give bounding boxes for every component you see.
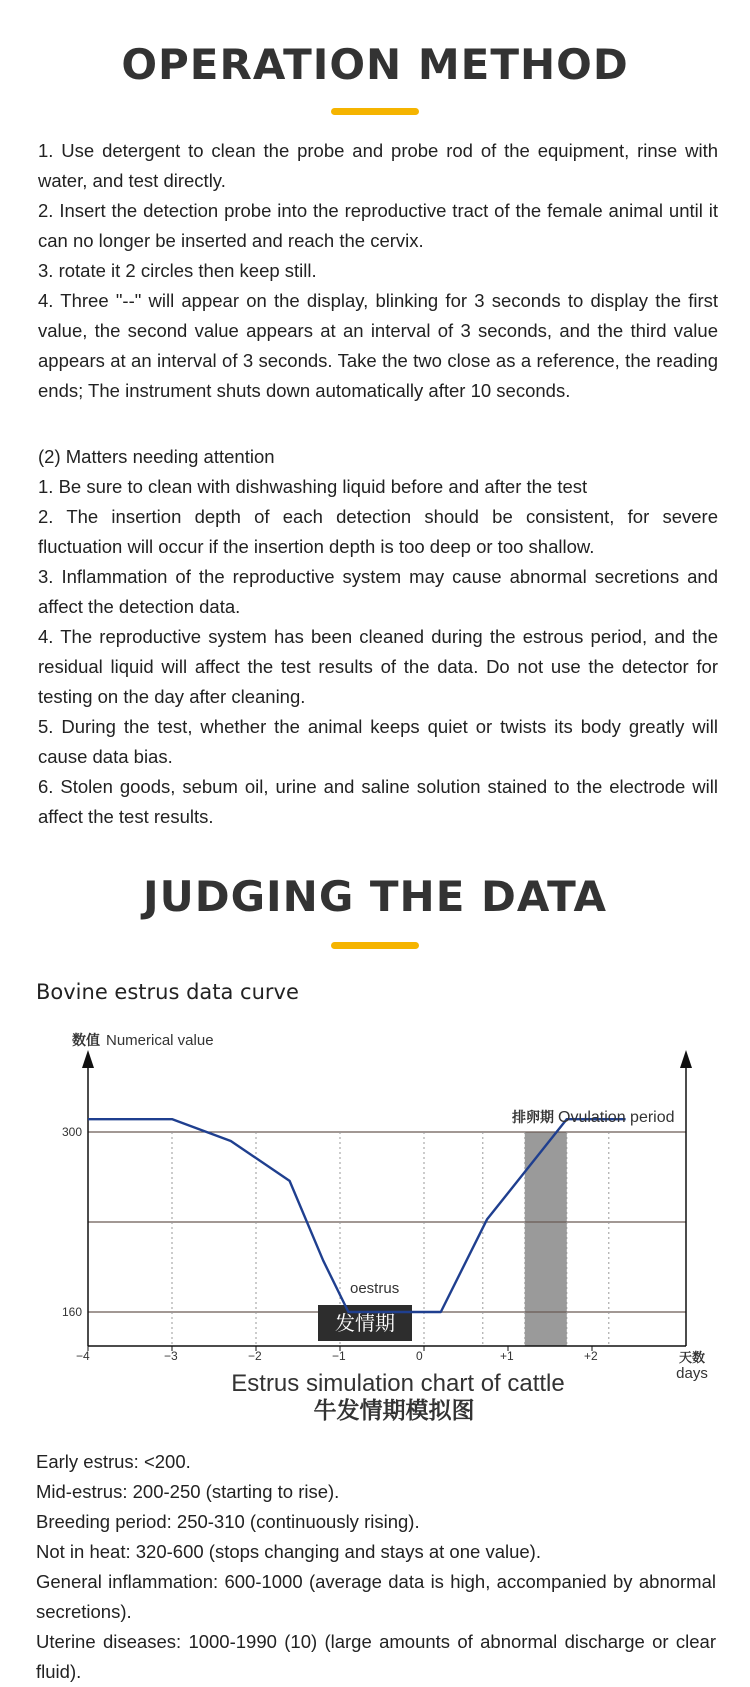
attention-item-6: 6. Stolen goods, sebum oil, urine and saline solution stained to the electrode will affect the test results. [38,772,718,832]
chart-caption: Bovine estrus data curve [36,980,299,1004]
y-label: Numerical value [106,1032,214,1049]
x-label-cn: 天数 [679,1350,705,1365]
title-underline [331,108,419,115]
x-tick-label: +2 [584,1349,598,1363]
y-axis-arrow-icon [82,1050,94,1068]
y-axis-arrow-right-icon [680,1050,692,1068]
x-tick-label: −2 [248,1349,262,1363]
y-ticks [62,1125,82,1319]
ovulation-label: Ovulation period [558,1109,675,1126]
legend-item: Mid-estrus: 200-250 (starting to rise). [36,1477,716,1507]
operation-step-1: 1. Use detergent to clean the probe and probe rod of the equipment, rinse with water, and test directly. [38,136,718,196]
chart-title-cn: 牛发情期模拟图 [314,1397,475,1423]
ovulation-cn-label: 排卵期 [512,1109,554,1125]
operation-step-3: 3. rotate it 2 circles then keep still. [38,256,718,286]
x-label: days [676,1365,708,1382]
x-tick-label: −1 [332,1349,346,1363]
oestrus-label: oestrus [350,1280,399,1297]
x-tick-label: 0 [416,1349,423,1363]
x-tick-label: −4 [76,1349,90,1363]
attention-section [38,442,718,832]
chart-title: Estrus simulation chart of cattle [231,1370,564,1397]
y-tick-label: 300 [62,1125,82,1139]
estrus-chart [0,1010,750,1430]
attention-item-2: 2. The insertion depth of each detection should be consistent, for severe fluctuation will occur if the insertion depth is too deep or too shallow. [38,502,718,562]
y-tick-label: 160 [62,1305,82,1319]
attention-item-1: 1. Be sure to clean with dishwashing liquid before and after the test [38,472,718,502]
y-label-cn: 数值 [72,1032,100,1048]
x-tick-label: +1 [500,1349,514,1363]
legend-item: Early estrus: <200. [36,1447,716,1477]
title-underline [331,942,419,949]
attention-item-3: 3. Inflammation of the reproductive system may cause abnormal secretions and affect the detection data. [38,562,718,622]
operation-method-title: OPERATION METHOD [0,40,750,89]
attention-heading: (2) Matters needing attention [38,442,718,472]
legend-item: Breeding period: 250-310 (continuously rising). [36,1507,716,1537]
operation-steps [38,136,718,406]
estrus-cn-label: 发情期 [335,1312,395,1335]
operation-step-2: 2. Insert the detection probe into the reproductive tract of the female animal until it can no longer be inserted and reach the cervix. [38,196,718,256]
attention-item-5: 5. During the test, whether the animal keeps quiet or twists its body greatly will cause data bias. [38,712,718,772]
operation-step-4: 4. Three "--" will appear on the display, blinking for 3 seconds to display the first value, the second value appears at an interval of 3 seconds, and the third value appears at an interval of 3 seconds. Take the two close as a reference, the reading ends; The instrument shuts down automatically after 10 seconds. [38,286,718,406]
data-legend [36,1447,716,1687]
attention-item-4: 4. The reproductive system has been cleaned during the estrous period, and the residual liquid will affect the test results of the data. Do not use the detector for testing on the day after cleaning. [38,622,718,712]
judging-data-title: JUDGING THE DATA [0,872,750,921]
legend-item: Not in heat: 320-600 (stops changing and stays at one value). [36,1537,716,1567]
legend-item: General inflammation: 600-1000 (average data is high, accompanied by abnormal secretions). [36,1567,716,1627]
legend-item: Uterine diseases: 1000-1990 (10) (large amounts of abnormal discharge or clear fluid). [36,1627,716,1687]
x-ticks [76,1346,598,1363]
x-tick-label: −3 [164,1349,178,1363]
